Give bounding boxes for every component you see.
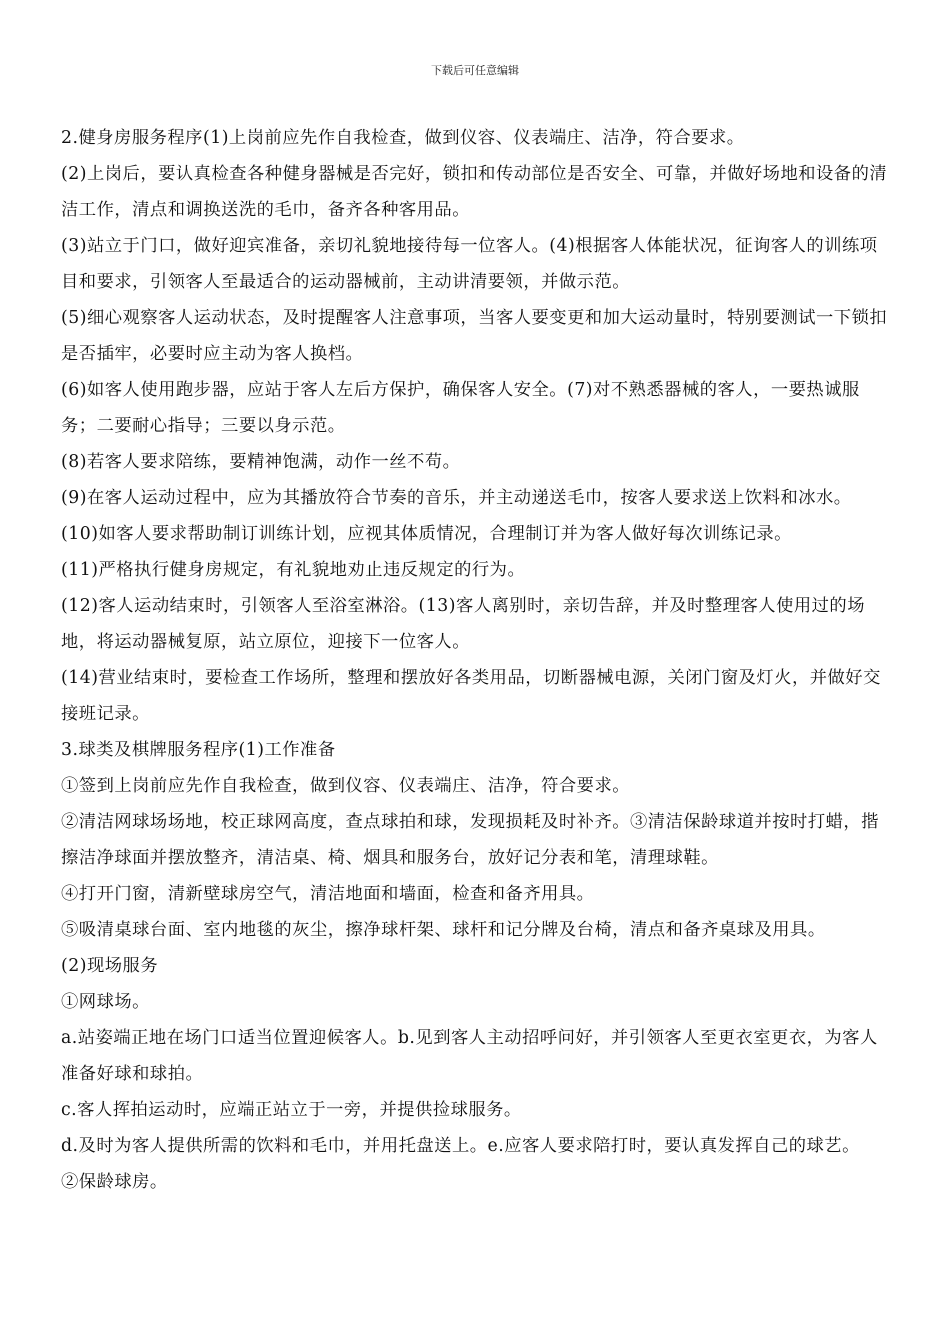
- paragraph: (9)在客人运动过程中，应为其播放符合节奏的音乐，并主动递送毛巾，按客人要求送上饮料和冰水。(10)如客人要求帮助制订训练计划，应视其体质情况，合理制订并为客人做好每次训练记录。: [61, 488, 852, 544]
- page-header: 下载后可任意编辑: [431, 64, 519, 77]
- subsection-heading: (2)现场服务: [61, 956, 159, 976]
- paragraph: (2)上岗后，要认真检查各种健身器械是否完好，锁扣和传动部位是否安全、可靠，并做好场地和设备的清洁工作，清点和调换送洗的毛巾，备齐各种客用品。: [61, 164, 888, 220]
- paragraph: (3)站立于门口，做好迎宾准备，亲切礼貌地接待每一位客人。(4)根据客人体能状况，征询客人的训练项目和要求，引领客人至最适合的运动器械前，主动讲清要领，并做示范。: [61, 236, 878, 292]
- section-heading: 3.球类及棋牌服务程序(1)工作准备: [61, 740, 336, 760]
- document-body: [61, 120, 889, 1200]
- paragraph: (8)若客人要求陪练，要精神饱满，动作一丝不苟。: [61, 452, 461, 472]
- paragraph: 2.健身房服务程序(1)上岗前应先作自我检查，做到仪容、仪表端庄、洁净，符合要求。: [61, 128, 745, 148]
- paragraph: c.客人挥拍运动时，应端正站立于一旁，并提供捡球服务。: [61, 1100, 522, 1120]
- paragraph: ②保龄球房。: [61, 1172, 168, 1192]
- paragraph: ②清洁网球场场地，校正球网高度，查点球拍和球，发现损耗及时补齐。③清洁保龄球道并按时打蜡，揩擦洁净球面并摆放整齐，清洁桌、椅、烟具和服务台，放好记分表和笔，清理球鞋。: [61, 812, 879, 868]
- paragraph: a.站姿端正地在场门口适当位置迎候客人。b.见到客人主动招呼问好，并引领客人至更衣室更衣，为客人准备好球和球拍。: [61, 1028, 878, 1084]
- paragraph: ①网球场。: [61, 992, 150, 1012]
- paragraph: ①签到上岗前应先作自我检查，做到仪容、仪表端庄、洁净，符合要求。: [61, 776, 631, 796]
- paragraph: (5)细心观察客人运动状态，及时提醒客人注意事项，当客人要变更和加大运动量时，特别要测试一下锁扣是否插牢，必要时应主动为客人换档。: [61, 308, 888, 364]
- paragraph: ④打开门窗，清新壁球房空气，清洁地面和墙面，检查和备齐用具。: [61, 884, 595, 904]
- paragraph: (12)客人运动结束时，引领客人至浴室淋浴。(13)客人离别时，亲切告辞，并及时整理客人使用过的场地，将运动器械复原，站立原位，迎接下一位客人。: [61, 596, 865, 652]
- paragraph: (11)严格执行健身房规定，有礼貌地劝止违反规定的行为。: [61, 560, 526, 580]
- paragraph: (14)营业结束时，要检查工作场所，整理和摆放好各类用品，切断器械电源，关闭门窗及灯火，并做好交接班记录。: [61, 668, 881, 724]
- paragraph: ⑤吸清桌球台面、室内地毯的灰尘，擦净球杆架、球杆和记分牌及台椅，清点和备齐桌球及用具。: [61, 920, 826, 940]
- paragraph: d.及时为客人提供所需的饮料和毛巾，并用托盘送上。e.应客人要求陪打时，要认真发挥自己的球艺。: [61, 1136, 860, 1156]
- paragraph: (6)如客人使用跑步器，应站于客人左后方保护，确保客人安全。(7)对不熟悉器械的客人，一要热诚服务；二要耐心指导；三要以身示范。: [61, 380, 860, 436]
